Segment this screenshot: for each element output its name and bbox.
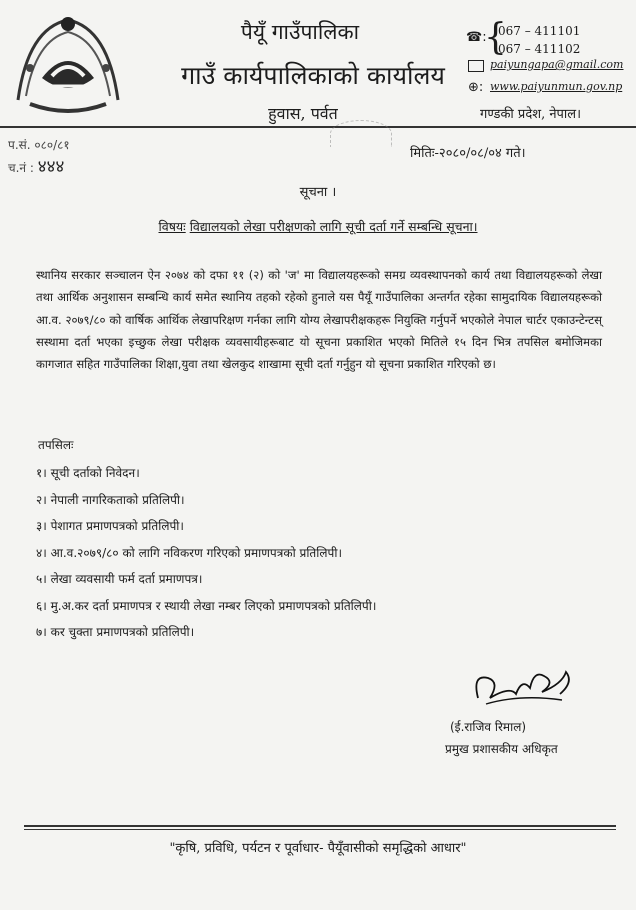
- chalani-label: च.नं :: [8, 161, 34, 175]
- email-link[interactable]: paiyungapa@gmail.com: [490, 58, 624, 71]
- notice-title: सूचना ।: [299, 185, 337, 200]
- document-list: [36, 460, 376, 646]
- header-divider: [0, 126, 636, 128]
- list-item: २। नेपाली नागरिकताको प्रतिलिपी।: [36, 492, 185, 507]
- chalani-number: ४४४: [37, 157, 65, 177]
- province-text: गण्डकी प्रदेश, नेपाल।: [480, 107, 582, 122]
- list-heading: तपसिलः: [38, 438, 74, 452]
- footer-slogan: "कृषि, प्रविधि, पर्यटन र पूर्वाधार- पैयूँवासीको समृद्धिको आधार": [169, 841, 467, 856]
- list-item: ७। कर चुक्ता प्रमाणपत्रको प्रतिलिपी।: [36, 625, 195, 639]
- footer-divider-thin: [24, 829, 616, 830]
- phone-number-2: 067 – 411102: [498, 42, 581, 56]
- patra-sankhya: प.सं. ०८०/८१: [8, 138, 70, 152]
- notice-body: स्थानिय सरकार सञ्चालन ऐन २०७४ को दफा ११ (२) को 'ज' मा विद्यालयहरूको समग्र व्यवस्थापनको कार्य तथा विद्यालयहरूको लेखा तथा आर्थिक अनुशासन सम्बन्धि कार्य समेत स्थानिय तहको रहेको हुनाले यस पैयूँ गाउँपालिका अन्तर्गत रहेका सामुदायिक विद्यालयहरूको आ.व. २०७९/८० को वार्षिक आर्थिक लेखापरिक्षण गर्नका लागि योग्य लेखापरीक्षकहरू नियुक्ति गर्नुपर्ने भएकोले नेपाल चार्टर एकाउन्टेन्टस् सस्थामा दर्ता भएका इच्छुक लेखा परीक्षक व्यवसायीहरूबाट यो सूचना प्रकाशित भएको मितिले १५ दिन भित्र तपसिल बमोजिमका कागजात सहित गाउँपालिका शिक्षा,युवा तथा खेलकुद शाखामा सूची दर्ता गर्नुहुन यो सूचना प्रकाशित गरिएको छ।: [36, 268, 602, 372]
- website-link[interactable]: www.paiyunmun.gov.np: [490, 80, 623, 93]
- globe-icon: ⊕:: [468, 80, 484, 95]
- list-item: १। सूची दर्ताको निवेदन।: [36, 466, 140, 480]
- office-name: गाउँ कार्यपालिकाको कार्यालय: [181, 61, 445, 90]
- brace-icon: {: [484, 17, 507, 58]
- municipality-name: पैयूँ गाउँपालिका: [240, 20, 360, 44]
- stamp-mark-icon: [330, 120, 392, 147]
- subject-prefix: विषयः: [158, 219, 186, 234]
- subject-text: विद्यालयको लेखा परीक्षणको लागि सूची दर्ता गर्ने सम्बन्धि सूचना।: [189, 219, 478, 234]
- email-icon: [468, 60, 484, 72]
- signatory-title: प्रमुख प्रशासकीय अधिकृत: [445, 742, 558, 756]
- footer-divider: [24, 825, 616, 827]
- office-address: हुवास, पर्वत: [268, 104, 338, 123]
- government-emblem-icon: [8, 8, 128, 120]
- list-item: ३। पेशागत प्रमाणपत्रको प्रतिलिपी।: [36, 519, 184, 533]
- phone-number-1: 067 – 411101: [498, 24, 581, 38]
- list-item: ६। मु.अ.कर दर्ता प्रमाणपत्र र स्थायी लेखा नम्बर लिएको प्रमाणपत्रको प्रतिलिपी।: [36, 598, 377, 613]
- subject-line: [0, 218, 636, 235]
- list-item: ४। आ.व.२०७९/८० को लागि नविकरण गरिएको प्रमाणपत्रको प्रतिलिपी।: [36, 545, 342, 560]
- letter-date: मितिः-२०८०/०८/०४ गते।: [410, 146, 526, 161]
- phone-icon: ☎:: [466, 30, 487, 45]
- list-item: ५। लेखा व्यवसायी फर्म दर्ता प्रमाणपत्र।: [36, 572, 203, 586]
- signature-icon: [470, 664, 580, 710]
- chalani-number-row: [8, 154, 64, 177]
- signatory-name: (ई.राजिव रिमाल): [450, 720, 527, 734]
